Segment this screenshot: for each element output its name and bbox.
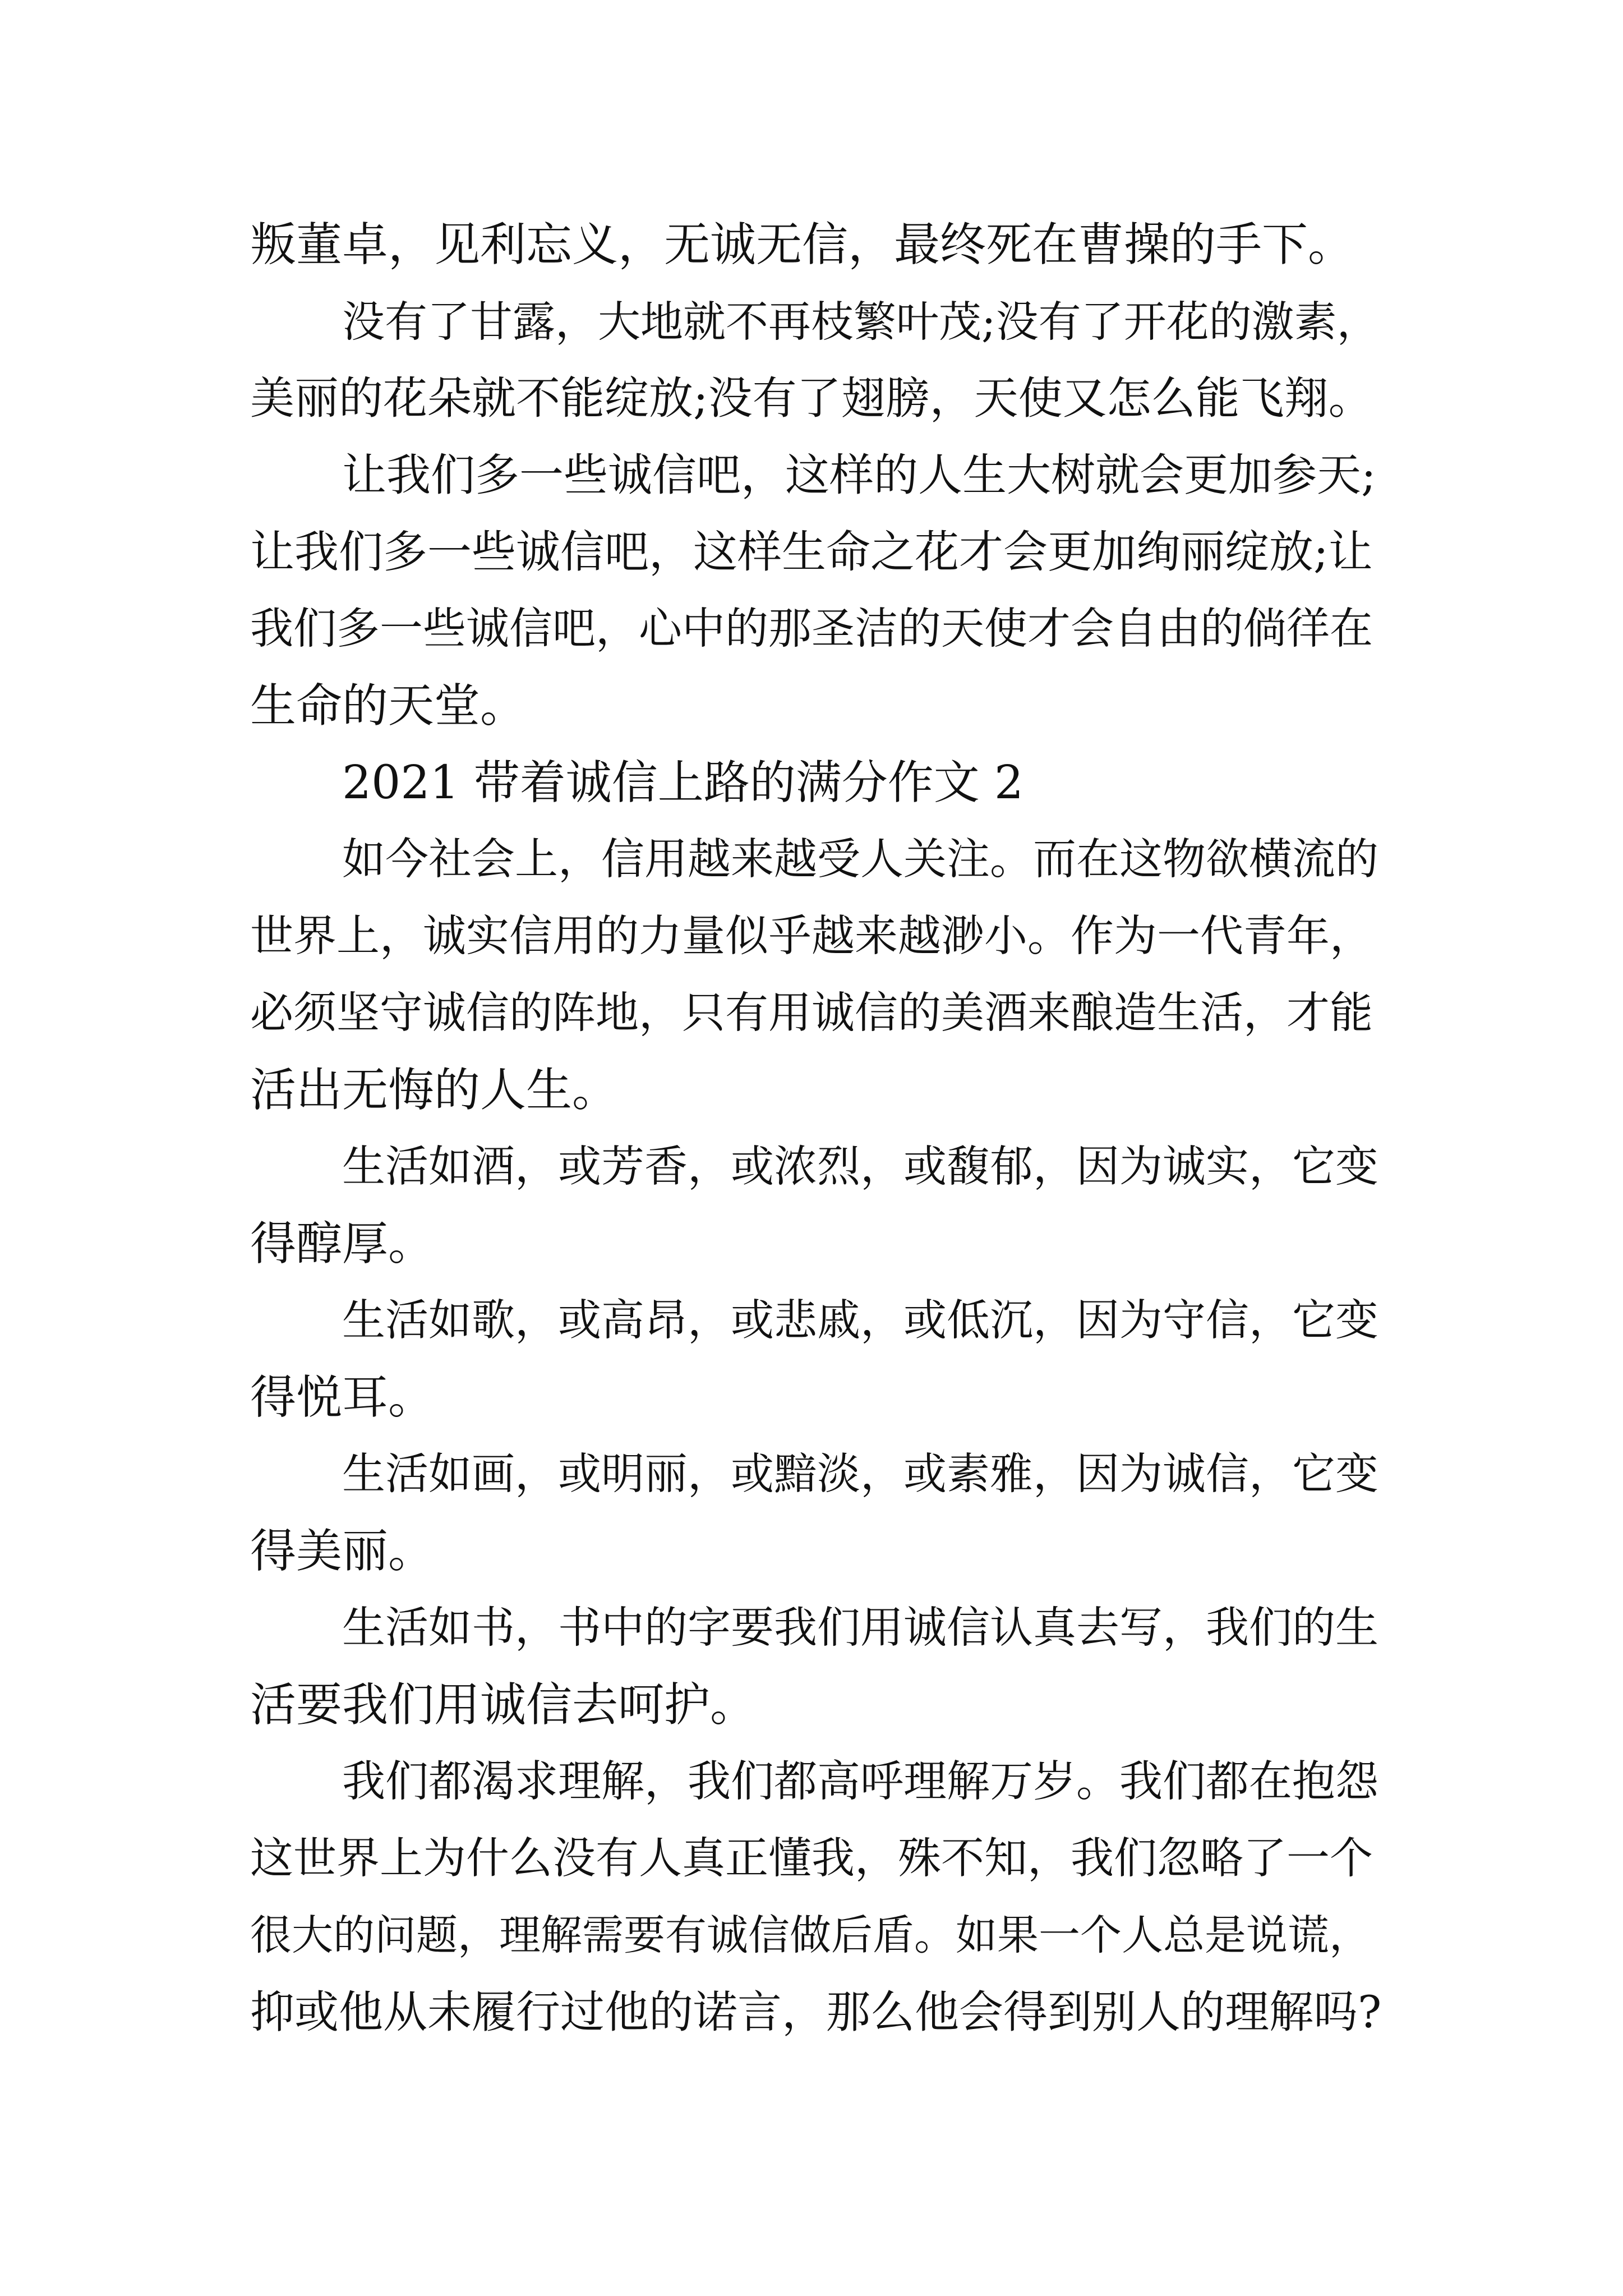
paragraph-first-line: 让我们多一些诚信吧，这样的人生大树就会更加参天; xyxy=(342,449,1376,501)
text-line: 很大的问题，理解需要有诚信做后盾。如果一个人总是说谎， xyxy=(250,1911,1371,1959)
text-line: 活要我们用诚信去呵护。 xyxy=(250,1678,757,1732)
paragraph-first-line: 如今社会上，信用越来越受人关注。而在这物欲横流的 xyxy=(342,835,1378,885)
text-line: 世界上，诚实信用的力量似乎越来越渺小。作为一代青年， xyxy=(250,912,1373,961)
text-line: 生命的天堂。 xyxy=(250,679,527,733)
text-line: 这世界上为什么没有人真正懂我，殊不知，我们忽略了一个 xyxy=(250,1834,1373,1884)
text-line: 让我们多一些诚信吧，这样生命之花才会更加绚丽绽放;让 xyxy=(250,526,1373,578)
text-line: 我们多一些诚信吧，心中的那圣洁的天使才会自由的倘徉在 xyxy=(250,604,1373,654)
text-line: 必须坚守诚信的阵地，只有用诚信的美酒来酿造生活，才能 xyxy=(250,988,1373,1038)
paragraph-first-line: 生活如画，或明丽，或黯淡，或素雅，因为诚信，它变 xyxy=(342,1450,1378,1499)
paragraph-first-line: 我们都渴求理解，我们都高呼理解万岁。我们都在抱怨 xyxy=(342,1757,1378,1807)
paragraph-first-line: 生活如酒，或芳香，或浓烈，或馥郁，因为诚实，它变 xyxy=(342,1142,1378,1192)
text-line: 得醇厚。 xyxy=(250,1217,435,1271)
section-heading: 2021 带着诚信上路的满分作文 2 xyxy=(342,756,1023,809)
text-line: 活出无悔的人生。 xyxy=(250,1064,619,1117)
document-page xyxy=(250,206,1383,2051)
text-line: 得悦耳。 xyxy=(250,1371,435,1424)
paragraph-first-line: 生活如书，书中的字要我们用诚信认真去写，我们的生 xyxy=(342,1603,1378,1653)
text-line: 美丽的花朵就不能绽放;没有了翅膀，天使又怎么能飞翔。 xyxy=(250,372,1373,424)
paragraph-first-line: 没有了甘露，大地就不再枝繁叶茂;没有了开花的激素， xyxy=(342,297,1380,347)
text-line: 抑或他从未履行过他的诺言，那么他会得到别人的理解吗? xyxy=(250,1986,1382,2038)
paragraph-first-line: 生活如歌，或高昂，或悲戚，或低沉，因为守信，它变 xyxy=(342,1296,1378,1346)
text-line: 叛董卓，见利忘义，无诚无信，最终死在曹操的手下。 xyxy=(250,218,1354,272)
text-line: 得美丽。 xyxy=(250,1525,435,1578)
